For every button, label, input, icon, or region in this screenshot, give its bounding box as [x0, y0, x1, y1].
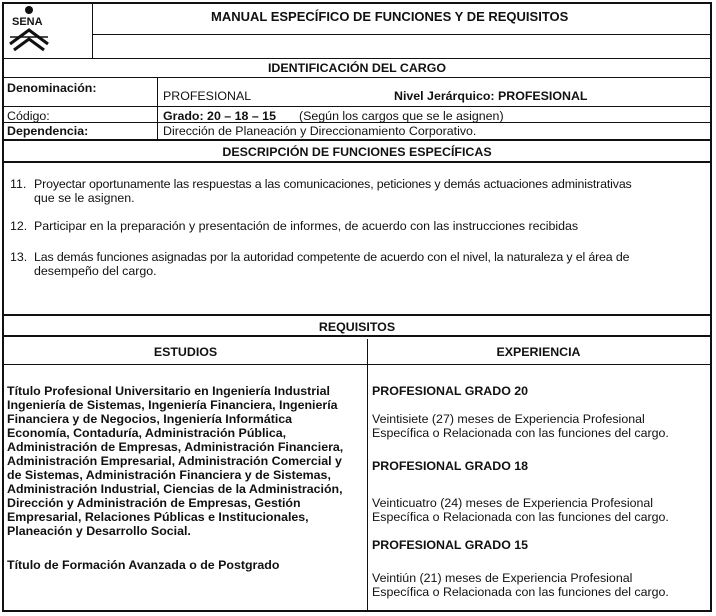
estudios-line: Administración Empresarial, Administración Comercial y [7, 454, 342, 468]
estudios-line: Título Profesional Universitario en Ingeniería Industrial [7, 384, 330, 398]
funcion-11-line1: Proyectar oportunamente las respuestas a las comunicaciones, peticiones y demás actuaciones administrativas [34, 177, 632, 191]
dependencia-value: Dirección de Planeación y Direccionamiento Corporativo. [163, 124, 477, 138]
grado-15-line1: Veintiún (21) meses de Experiencia Profesional [372, 571, 633, 585]
document-page [2, 2, 712, 612]
grado-20-title: PROFESIONAL GRADO 20 [372, 384, 529, 398]
funciones-title: DESCRIPCIÓN DE FUNCIONES ESPECÍFICAS [222, 145, 492, 159]
funcion-13-line1: Las demás funciones asignadas por la autoridad competente de acuerdo con el nivel, la naturaleza y el área de [34, 250, 630, 264]
denominacion-value: PROFESIONAL [163, 89, 252, 103]
sena-logo-icon [4, 4, 92, 58]
codigo-note: (Según los cargos que se le asignen) [299, 109, 504, 123]
estudios-line: Administración Industrial, Ciencias de la Administración, [7, 482, 343, 496]
funcion-12-num: 12. [10, 219, 28, 233]
codigo-label: Código: [7, 109, 50, 123]
identificacion-title: IDENTIFICACIÓN DEL CARGO [267, 61, 447, 75]
dependencia-label: Dependencia: [7, 124, 89, 138]
grado-20-line1: Veintisiete (27) meses de Experiencia Profesional [372, 412, 645, 426]
funcion-11-line2: que se le asignen. [34, 191, 135, 205]
funcion-12-line1: Participar en la preparación y presentación de informes, de acuerdo con las instrucciones recibidas [34, 219, 579, 233]
nivel-jerarquico: Nivel Jerárquico: PROFESIONAL [394, 89, 588, 103]
grado-18-line1: Veinticuatro (24) meses de Experiencia Profesional [372, 496, 654, 510]
grado-18-title: PROFESIONAL GRADO 18 [372, 459, 529, 473]
funcion-13-line2: desempeño del cargo. [34, 264, 157, 278]
estudios-line: Dirección y Administración de Empresas, Gestión [7, 496, 301, 510]
funcion-13-num: 13. [10, 250, 28, 264]
postgrado-line: Título de Formación Avanzada o de Postgrado [7, 558, 280, 572]
codigo-value: Grado: 20 – 18 – 15 [163, 109, 276, 123]
grado-15-line2: Específica o Relacionada con las funciones del cargo. [372, 585, 669, 599]
estudios-line: Financiera y de Negocios, Ingeniería Informática [7, 412, 293, 426]
estudios-line: de Sistemas, Administración Financiera y de Sistemas, [7, 468, 331, 482]
document-title: MANUAL ESPECÍFICO DE FUNCIONES Y DE REQUISITOS [211, 9, 569, 24]
logo-text: SENA [12, 16, 43, 28]
estudios-line: Ingeniería de Sistemas, Ingeniería Financiera, Ingeniería [7, 398, 338, 412]
estudios-line: Empresarial, Relaciones Públicas e Institucionales, [7, 510, 309, 524]
estudios-line: Planeación y Desarrollo Social. [7, 524, 191, 538]
grado-20-line2: Específica o Relacionada con las funciones del cargo. [372, 426, 669, 440]
estudios-header: ESTUDIOS [153, 345, 218, 359]
grado-18-line2: Específica o Relacionada con las funciones del cargo. [372, 510, 669, 524]
logo [4, 4, 92, 58]
estudios-line: Administración de Empresas, Administración Financiera, [7, 440, 344, 454]
denominacion-label: Denominación: [7, 81, 97, 95]
estudios-line: Economía, Contaduría, Administración Pública, [7, 426, 287, 440]
experiencia-header: EXPERIENCIA [496, 345, 581, 359]
grado-15-title: PROFESIONAL GRADO 15 [372, 538, 529, 552]
funcion-11-num: 11. [10, 177, 27, 191]
requisitos-title: REQUISITOS [318, 320, 396, 334]
